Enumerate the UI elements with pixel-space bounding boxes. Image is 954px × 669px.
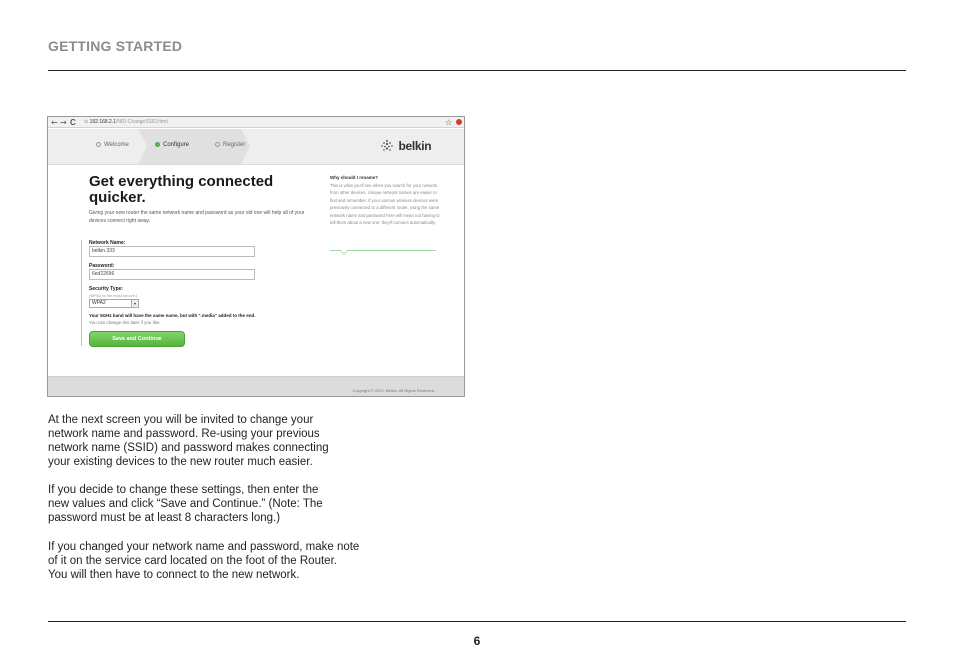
sidebar-text: This is what you'll see when you search for your network from other devices. Unique network names are easier to find and remember. If your various wireless devices were previously connected to a different router, using the same network name and password here will mean not having to tell them about a new one; they'll connect automatically. <box>330 183 440 226</box>
security-type-value: WPA2 <box>92 300 106 306</box>
belkin-logo-icon <box>380 139 394 153</box>
address-bar[interactable] <box>84 117 168 128</box>
network-name-input[interactable]: belkin.333 <box>89 246 255 257</box>
belkin-logo <box>380 137 431 157</box>
sidebar-title: Why should I rename? <box>330 175 379 180</box>
section-title: GETTING STARTED <box>48 38 183 54</box>
text-line: your existing devices to the new router much easier. <box>48 456 313 468</box>
text-line: You will then have to connect to the new network. <box>48 569 300 581</box>
save-and-continue-button[interactable]: Save and Continue <box>89 331 185 347</box>
text-line: If you decide to change these settings, then enter the <box>48 484 319 496</box>
address-path: /NID-ChangeSSID.html <box>116 119 168 125</box>
setup-footer <box>48 376 464 396</box>
copyright-text: Copyright © 2012, Belkin, All Rights Reserved <box>352 388 434 393</box>
network-name-label: Network Name: <box>89 240 126 246</box>
header-rule <box>48 70 906 71</box>
text-line: At the next screen you will be invited to change your <box>48 414 314 426</box>
bookmark-star-icon[interactable]: ☆ <box>445 118 453 127</box>
page-number: 6 <box>473 634 481 648</box>
browser-screenshot <box>47 116 465 397</box>
text-line: If you changed your network name and password, make note <box>48 541 360 553</box>
paragraph-2 <box>48 483 418 525</box>
address-host: 192.168.2.1 <box>89 119 117 125</box>
settings-icon[interactable] <box>456 119 462 125</box>
step-label: Configure <box>163 142 190 148</box>
password-label: Password: <box>89 263 115 269</box>
setup-intro: Giving your new router the same network name and password as your old one will help all of your devices connect right away. <box>89 210 305 224</box>
step-label: Register <box>223 142 246 148</box>
page-icon: ⊙ <box>84 119 90 125</box>
password-input[interactable]: 6ed22696 <box>89 269 255 280</box>
text-line: network name (SSID) and password makes connecting <box>48 442 329 454</box>
footer-rule <box>48 621 906 622</box>
back-arrow-icon[interactable]: ← <box>51 118 58 127</box>
browser-toolbar <box>48 117 464 128</box>
security-type-select[interactable] <box>89 299 139 308</box>
step-register <box>215 141 245 149</box>
band-note: Your 5GHz band will have the same name, but with ".media" added to the end. <box>89 313 256 318</box>
logo-wordmark: belkin <box>398 138 432 153</box>
setup-headline: Get everything connected quicker. <box>89 173 274 206</box>
reload-icon[interactable]: C <box>70 118 76 127</box>
sidebar-notch <box>340 250 348 255</box>
band-note-hint: You can change this later if you like. <box>89 320 161 325</box>
paragraph-1 <box>48 413 418 469</box>
text-line: password must be at least 8 characters long.) <box>48 512 281 524</box>
text-line: of it on the service card located on the foot of the Router. <box>48 555 337 567</box>
setup-step-bar <box>48 129 464 165</box>
security-type-label: Security Type: <box>89 286 124 292</box>
text-line: network name and password. Re-using your previous <box>48 428 320 440</box>
step-indicator-icon <box>155 142 160 147</box>
step-indicator-icon <box>96 142 101 147</box>
step-welcome <box>96 141 129 149</box>
chevron-down-icon: ▾ <box>131 300 138 307</box>
form-accent-line <box>81 240 82 346</box>
security-type-hint: (WPA2 is the most secure.) <box>89 293 138 298</box>
forward-arrow-icon[interactable]: → <box>60 118 67 127</box>
paragraph-3 <box>48 540 418 582</box>
step-configure <box>155 141 189 149</box>
setup-content <box>48 166 464 376</box>
text-line: new values and click “Save and Continue.” (Note: The <box>48 498 323 510</box>
step-indicator-icon <box>215 142 220 147</box>
step-label: Welcome <box>104 142 129 148</box>
